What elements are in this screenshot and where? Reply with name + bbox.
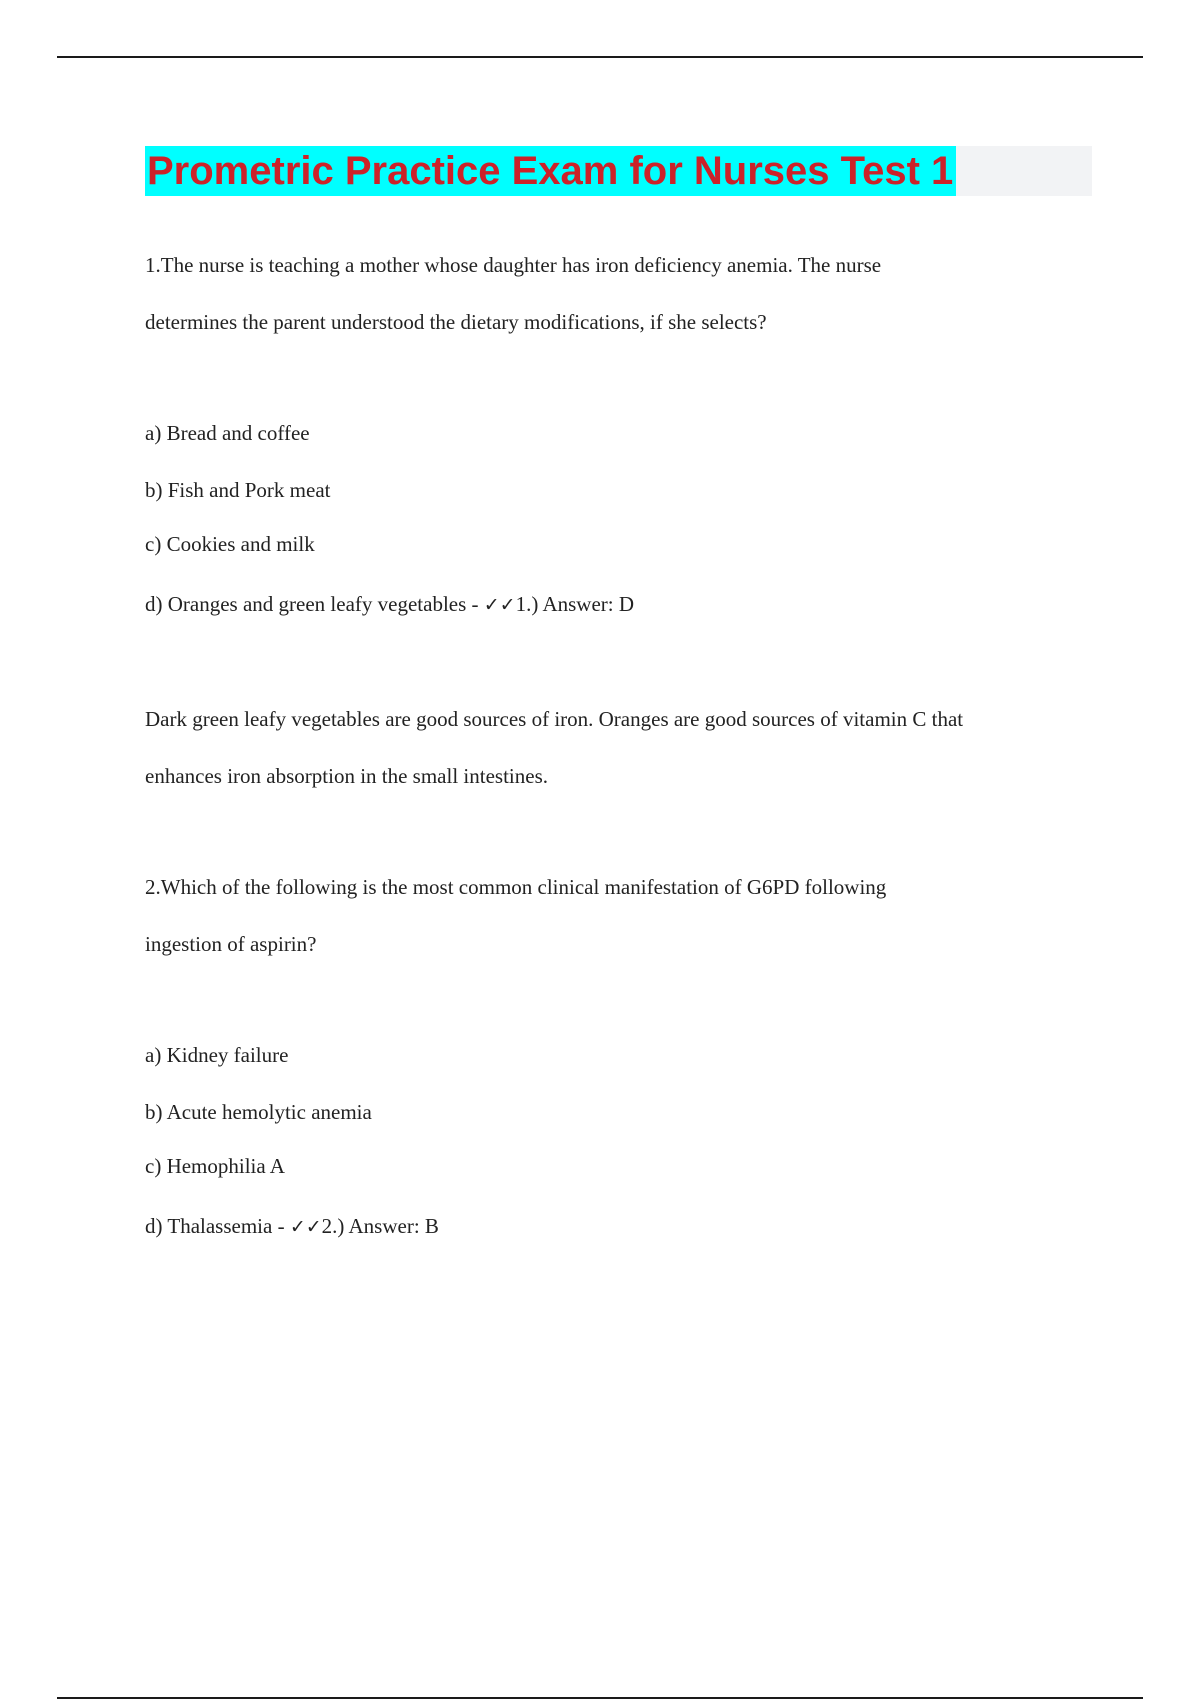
question-1-option-b: b) Fish and Pork meat xyxy=(145,478,331,502)
question-1-stem-line-1: 1.The nurse is teaching a mother whose daughter has iron deficiency anemia. The nurse xyxy=(145,253,882,277)
question-1-rationale-line-1: Dark green leafy vegetables are good sources of iron. Oranges are good sources of vitamin C that xyxy=(145,707,964,731)
question-1-option-d-row xyxy=(145,593,634,616)
question-2-answer: 2.) Answer: B xyxy=(321,1214,439,1238)
bottom-rule xyxy=(57,1697,1143,1699)
question-1-option-d: d) Oranges and green leafy vegetables - xyxy=(145,592,484,616)
question-2-option-a: a) Kidney failure xyxy=(145,1043,289,1067)
double-check-icon: ✓✓ xyxy=(289,1216,322,1238)
question-2-option-c: c) Hemophilia A xyxy=(145,1154,285,1178)
question-1-option-c: c) Cookies and milk xyxy=(145,532,315,556)
title-banner xyxy=(145,146,1092,196)
document-title: Prometric Practice Exam for Nurses Test 1 xyxy=(145,146,956,196)
question-1-stem-line-2: determines the parent understood the dietary modifications, if she selects? xyxy=(145,310,767,334)
question-1-option-a: a) Bread and coffee xyxy=(145,421,310,445)
question-2-option-b: b) Acute hemolytic anemia xyxy=(145,1100,372,1124)
question-1-answer: 1.) Answer: D xyxy=(515,592,635,616)
question-2-stem-line-2: ingestion of aspirin? xyxy=(145,932,317,956)
double-check-icon: ✓✓ xyxy=(483,594,516,616)
question-2-option-d-row xyxy=(145,1215,439,1238)
question-2-option-d: d) Thalassemia - xyxy=(145,1214,290,1238)
top-rule xyxy=(57,56,1143,58)
question-1-rationale-line-2: enhances iron absorption in the small intestines. xyxy=(145,764,548,788)
question-2-stem-line-1: 2.Which of the following is the most common clinical manifestation of G6PD following xyxy=(145,875,887,899)
